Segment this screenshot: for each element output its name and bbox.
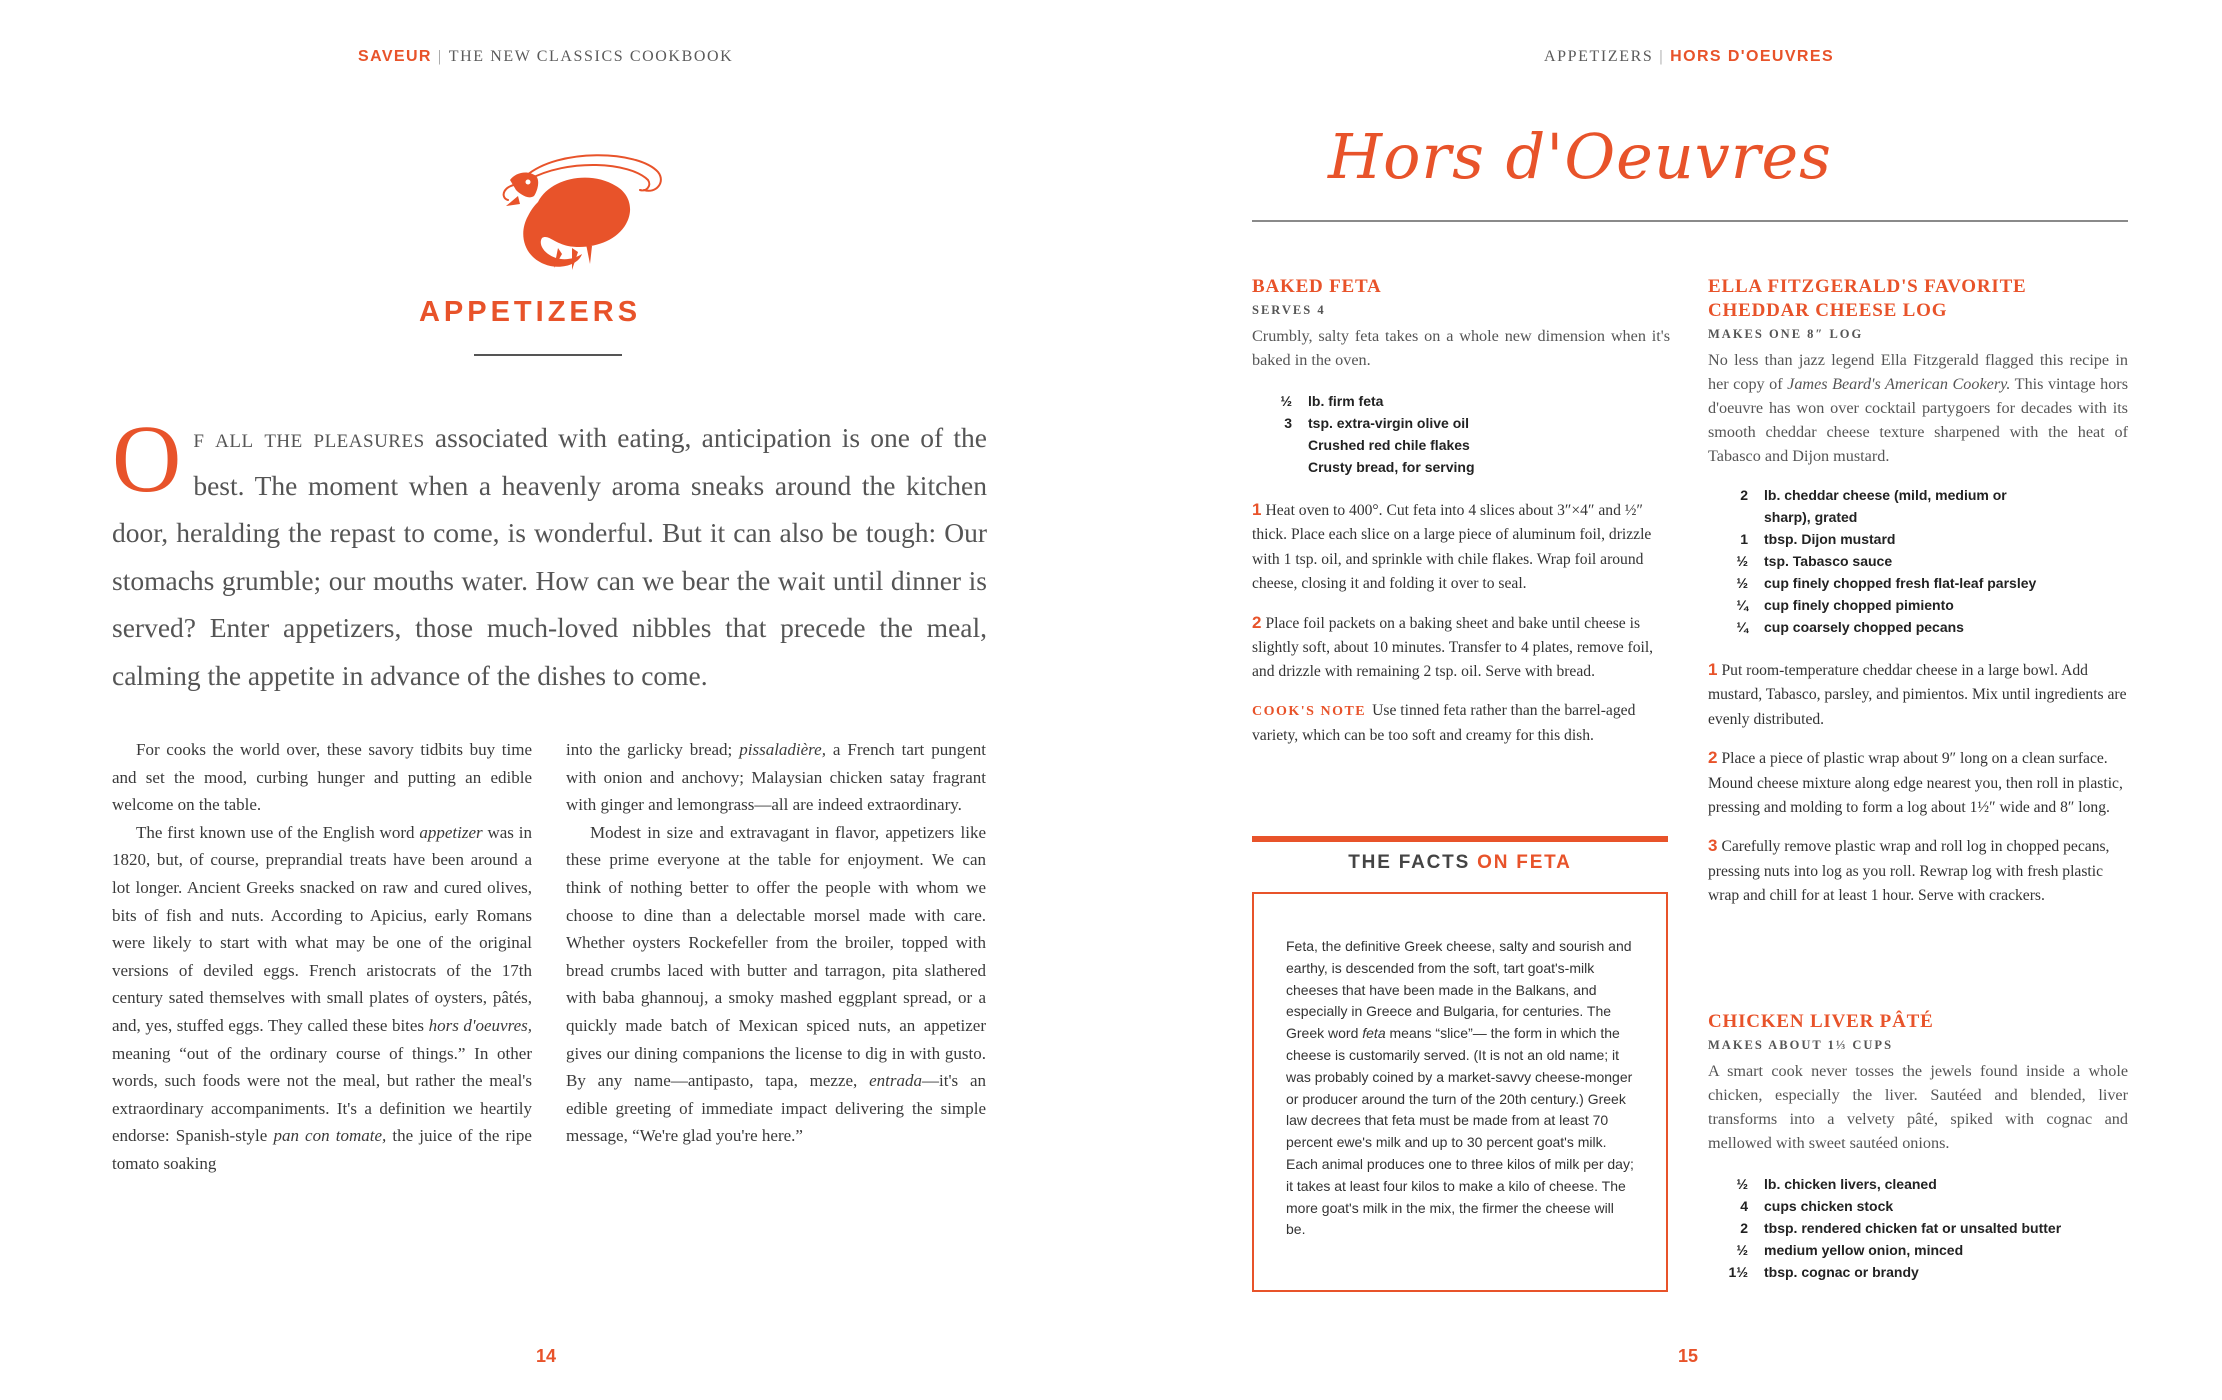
ingredient-qty: ¼ [1736, 597, 1748, 613]
ingredient-qty: ¼ [1736, 619, 1748, 635]
ingredient-row [1708, 1261, 2128, 1283]
recipe-title-line: CHEDDAR CHEESE LOG [1708, 300, 1948, 321]
right-running-head [1544, 48, 1834, 66]
recipe-yield: MAKES ABOUT 1⅓ CUPS [1708, 1038, 1894, 1052]
intro-text: associated with eating, anticipation is one of the best. The moment when a heavenly aroma sneaks around the kitchen door, heralding the repast to come, is wonderful. But it can also be tough: Our stomachs grumble; our mouths water. How can we bear the wait until dinner is served? Enter appetizers, those much-loved nibbles that precede the meal, calming the appetite in advance of the dishes to come. [112, 422, 987, 691]
ingredient-item: Crusty bread, for serving [1308, 459, 1475, 475]
ingredient-qty [1252, 434, 1308, 456]
recipe-step [1708, 746, 2128, 820]
ingredient-row [1708, 1195, 2128, 1217]
ingredient-row [1708, 1173, 2128, 1195]
ingredient-qty: ½ [1736, 553, 1748, 569]
running-head-separator: | [437, 48, 443, 65]
page-number-left: 14 [536, 1346, 557, 1366]
page-title: Hors d'Oeuvres [1328, 120, 1832, 193]
recipe-chicken-liver-pate [1708, 1010, 2128, 1283]
left-running-head [358, 48, 733, 66]
ingredient-list [1708, 1173, 2128, 1283]
facts-text [1286, 936, 1636, 1241]
ingredient-row [1708, 616, 2128, 638]
facts-title-accent: ON FETA [1477, 852, 1572, 873]
recipe-cheddar-log [1708, 275, 2128, 923]
recipe-baked-feta [1252, 275, 1670, 749]
facts-bar [1252, 836, 1668, 842]
step-number: 1 [1252, 500, 1262, 519]
body-column-2 [566, 736, 986, 1150]
body-text: The first known use of the English word [136, 822, 420, 842]
ingredient-item: tbsp. Dijon mustard [1764, 531, 1896, 547]
recipe-step [1708, 658, 2128, 732]
intro-paragraph [112, 405, 987, 699]
step-text: Heat oven to 400°. Cut feta into 4 slices about 3″×4″ and ½″ thick. Place each slice on a large piece of aluminum foil, drizzle with 1 tsp. oil, and sprinkle with chile flakes. Wrap foil around cheese, closing it and folding it over to seal. [1252, 502, 1652, 593]
body-text: Modest in size and extravagant in flavor, appetizers like these prime everyone at the table for enjoyment. We can think of nothing better to offer the people with whom we choose to dine than a delectable morsel made with care. Whether oysters Rockefeller from the broiler, topped with bread crumbs laced with butter and tarragon, pita slathered with baba ghannouj, a smoky mashed eggplant spread, or a quickly made batch of Mexican spiced nuts, an appetizer gives our dining companions the license to dig in with gusto. By any name—antipasto, tapa, mezze, [566, 822, 986, 1091]
ingredient-list [1252, 390, 1670, 478]
facts-text-part: means “slice”— the form in which the cheese is customarily served. (It is not an old name; it was probably coined by a market-savvy cheese-monger or producer around the turn of the 20th century.) Greek law decrees that feta must be made from at least 70 percent ewe's milk and up to 30 percent goat's milk. Each animal produces one to three kilos of milk per day; it takes at least four kilos to make a kilo of cheese. The more goat's milk in the mix, the firmer the cheese will be. [1286, 1025, 1634, 1238]
recipe-title-line: ELLA FITZGERALD'S FAVORITE [1708, 276, 2027, 297]
ingredient-qty: 2 [1740, 1220, 1748, 1236]
ingredient-row [1708, 1217, 2128, 1239]
brand-name: SAVEUR [358, 48, 432, 65]
desc-italic: James Beard's American Cookery. [1787, 375, 2011, 393]
body-italic: entrada [869, 1071, 923, 1091]
ingredient-item: Crushed red chile flakes [1308, 437, 1470, 453]
ingredient-qty: ½ [1736, 1242, 1748, 1258]
recipe-step [1708, 834, 2128, 908]
ingredient-row [1252, 390, 1670, 412]
body-text: meaning “out of the ordinary course of things.” In other words, such foods were not the meal, but rather the meal's extraordinary accompaniments. It's a definition we heartily endorse: Spanish-style [112, 1043, 532, 1146]
step-number: 2 [1252, 612, 1262, 632]
recipe-description: A smart cook never tosses the jewels found inside a whole chicken, especially the liver. Sautéed and blended, liver transforms into a velvety pâté, spiked with cognac and mellowed with sweet sautéed onions. [1708, 1062, 2128, 1152]
subsection-name: HORS D'OEUVRES [1670, 48, 1835, 65]
ingredient-item: cups chicken stock [1764, 1198, 1894, 1214]
recipe-step [1252, 611, 1670, 685]
facts-text-italic: feta [1362, 1025, 1386, 1042]
ingredient-item: cup finely chopped pimiento [1764, 597, 1954, 613]
ingredient-row [1252, 412, 1670, 434]
step-number: 1 [1708, 660, 1718, 679]
body-column-1 [112, 736, 532, 1178]
body-text: was in 1820, but, of course, preprandial treats have been around a lot longer. Ancient Greeks snacked on raw and cured olives, bits of fish and nuts. According to Apicius, early Romans were likely to start with what may be one of the original versions of deviled eggs. French aristocrats of the 17th century sated themselves with small plates of oysters, pâtés, and, yes, stuffed eggs. They called these bites [112, 822, 532, 1035]
ingredient-item: lb. firm feta [1308, 393, 1384, 409]
recipe-yield: SERVES 4 [1252, 303, 1326, 317]
recipe-title: CHICKEN LIVER PÂTÉ [1708, 1011, 1934, 1032]
ingredient-item: cup finely chopped fresh flat-leaf parsley [1764, 575, 2037, 591]
desc-text: No less than jazz legend Ella Fitzgerald flagged this recipe in her copy of [1708, 351, 2128, 393]
body-italic: appetizer [419, 822, 483, 842]
recipe-title: BAKED FETA [1252, 276, 1382, 297]
ingredient-item: tsp. Tabasco sauce [1764, 553, 1893, 569]
book-title: THE NEW CLASSICS COOKBOOK [448, 48, 734, 65]
facts-text-part: Feta, the definitive Greek cheese, salty and sourish and earthy, is descended from the soft, tart goat's-milk cheeses that have been made in the Balkans, and especially in Greece and Bulgaria, for centuries. The Greek word [1286, 938, 1632, 1042]
ingredient-row [1708, 594, 2128, 616]
body-italic: pissaladière, [739, 740, 826, 759]
recipe-steps [1708, 658, 2128, 909]
section-title: APPETIZERS [418, 296, 642, 328]
cooks-note-label: COOK'S NOTE [1252, 703, 1367, 719]
body-paragraph [566, 736, 986, 819]
step-number: 3 [1708, 836, 1718, 856]
ingredient-row [1708, 484, 2128, 528]
ingredient-qty [1252, 456, 1308, 478]
recipe-step [1252, 498, 1670, 597]
shrimp-icon [498, 150, 670, 278]
ingredient-item: tbsp. cognac or brandy [1764, 1264, 1919, 1280]
page-number-right: 15 [1678, 1346, 1699, 1366]
body-text: the juice of the ripe tomato soaking [112, 1126, 532, 1173]
ingredient-item: tbsp. rendered chicken fat or unsalted butter [1764, 1220, 2062, 1236]
body-paragraph [112, 819, 532, 1178]
body-italic: pan con tomate, [273, 1126, 387, 1146]
body-text: a French tart pungent with onion and anchovy; Malaysian chicken satay fragrant with ginger and lemongrass—all are indeed extraordinary. [566, 740, 986, 815]
body-italic: hors d'oeuvres, [428, 1015, 532, 1035]
ingredient-row [1708, 1239, 2128, 1261]
step-number: 2 [1708, 748, 1718, 768]
facts-title [1252, 852, 1668, 874]
body-text: into the garlicky bread; [566, 740, 740, 759]
ingredient-item: cup coarsely chopped pecans [1764, 619, 1964, 635]
title-rule [1252, 220, 2128, 222]
ingredient-qty: 2 [1740, 487, 1748, 503]
ingredient-row [1708, 528, 2128, 550]
ingredient-row [1708, 550, 2128, 572]
section-rule [474, 354, 622, 356]
recipe-description: Crumbly, salty feta takes on a whole new dimension when it's baked in the oven. [1252, 327, 1670, 369]
ingredient-qty: ½ [1736, 1176, 1748, 1192]
ingredient-item: tsp. extra-virgin olive oil [1308, 415, 1470, 431]
body-paragraph [566, 819, 986, 1150]
recipe-steps [1252, 498, 1670, 685]
ingredient-row [1708, 572, 2128, 594]
step-text: Put room-temperature cheddar cheese in a large bowl. Add mustard, Tabasco, parsley, and pimientos. Mix until ingredients are evenly distributed. [1708, 662, 2127, 728]
ingredient-qty: 3 [1284, 415, 1292, 431]
recipe-yield: MAKES ONE 8″ LOG [1708, 327, 1864, 341]
ingredient-list [1708, 484, 2128, 638]
ingredient-item: medium yellow onion, minced [1764, 1242, 1964, 1258]
ingredient-row [1252, 434, 1670, 456]
running-head-separator: | [1659, 48, 1665, 65]
ingredient-row [1252, 456, 1670, 478]
ingredient-qty: 1½ [1728, 1264, 1748, 1280]
step-text: Place foil packets on a baking sheet and bake until cheese is slightly soft, about 10 minutes. Transfer to 4 plates, remove foil, and drizzle with remaining 2 tsp. oil. Serve with bread. [1252, 614, 1654, 681]
cooks-note [1252, 699, 1670, 749]
ingredient-qty: 1 [1740, 531, 1748, 547]
cooks-note-text: Use tinned feta rather than the barrel-aged variety, which can be too soft and creamy for this dish. [1252, 701, 1636, 745]
step-text: Carefully remove plastic wrap and roll log in chopped pecans, pressing nuts into log as you roll. Rewrap log with fresh plastic wrap and chill for at least 1 hour. Serve with crackers. [1708, 838, 2110, 905]
body-paragraph: For cooks the world over, these savory tidbits buy time and set the mood, curbing hunger and putting an edible welcome on the table. [112, 740, 532, 815]
recipe-description [1708, 348, 2128, 468]
desc-text: This vintage hors d'oeuvre has won over cocktail partygoers for decades with its smooth cheddar cheese texture sharpened with the heat of Tabasco and Dijon mustard. [1708, 375, 2128, 465]
ingredient-qty: ½ [1736, 575, 1748, 591]
ingredient-qty: ½ [1280, 393, 1292, 409]
intro-smallcaps: f all the pleasures [193, 422, 425, 453]
drop-cap: O [112, 405, 182, 512]
ingredient-qty: 4 [1740, 1198, 1748, 1214]
recipe-title [1708, 275, 2128, 323]
body-text: —it's an edible greeting of immediate impact delivering the simple message, “We're glad you're here.” [566, 1071, 987, 1146]
section-name: APPETIZERS [1544, 48, 1654, 65]
facts-title-text: THE FACTS [1348, 852, 1478, 873]
ingredient-item: lb. cheddar cheese (mild, medium or sharp), grated [1764, 487, 2007, 525]
ingredient-item: lb. chicken livers, cleaned [1764, 1176, 1937, 1192]
step-text: Place a piece of plastic wrap about 9″ long on a clean surface. Mound cheese mixture along edge nearest you, then roll in plastic, pressing and molding to form a log about 1½″ wide and 8″ long. [1708, 750, 2123, 817]
